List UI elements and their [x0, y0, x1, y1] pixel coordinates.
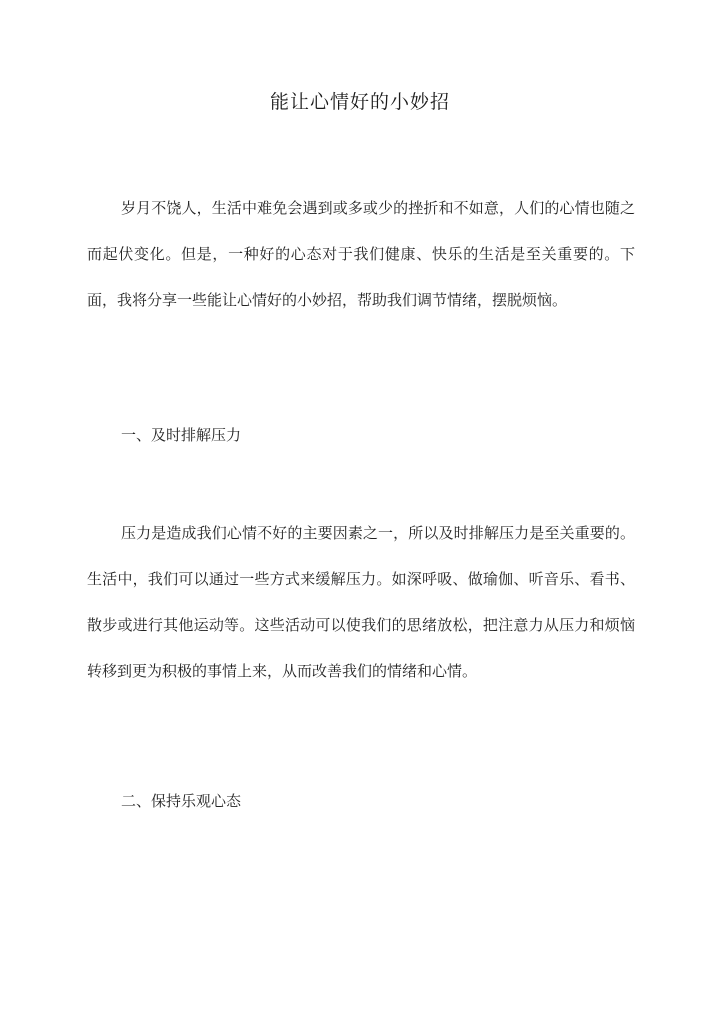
section-heading-2: 二、保持乐观心态: [121, 792, 242, 810]
document-title: 能让心情好的小妙招: [269, 91, 450, 113]
intro-paragraph: 岁月不饶人，生活中难免会遇到或多或少的挫折和不如意，人们的心情也随之而起伏变化。但是，一种好的心态对于我们健康、快乐的生活是至关重要的。下面，我将分享一些能让心情好的小妙招，帮助我们调节情绪，摆脱烦恼。: [87, 199, 635, 309]
section-heading-1: 一、及时排解压力: [121, 426, 242, 444]
section-1-paragraph: 压力是造成我们心情不好的主要因素之一，所以及时排解压力是至关重要的。生活中，我们可以通过一些方式来缓解压力。如深呼吸、做瑜伽、听音乐、看书、散步或进行其他运动等。这些活动可以使我们的思绪放松，把注意力从压力和烦恼转移到更为积极的事情上来，从而改善我们的情绪和心情。: [87, 524, 635, 680]
